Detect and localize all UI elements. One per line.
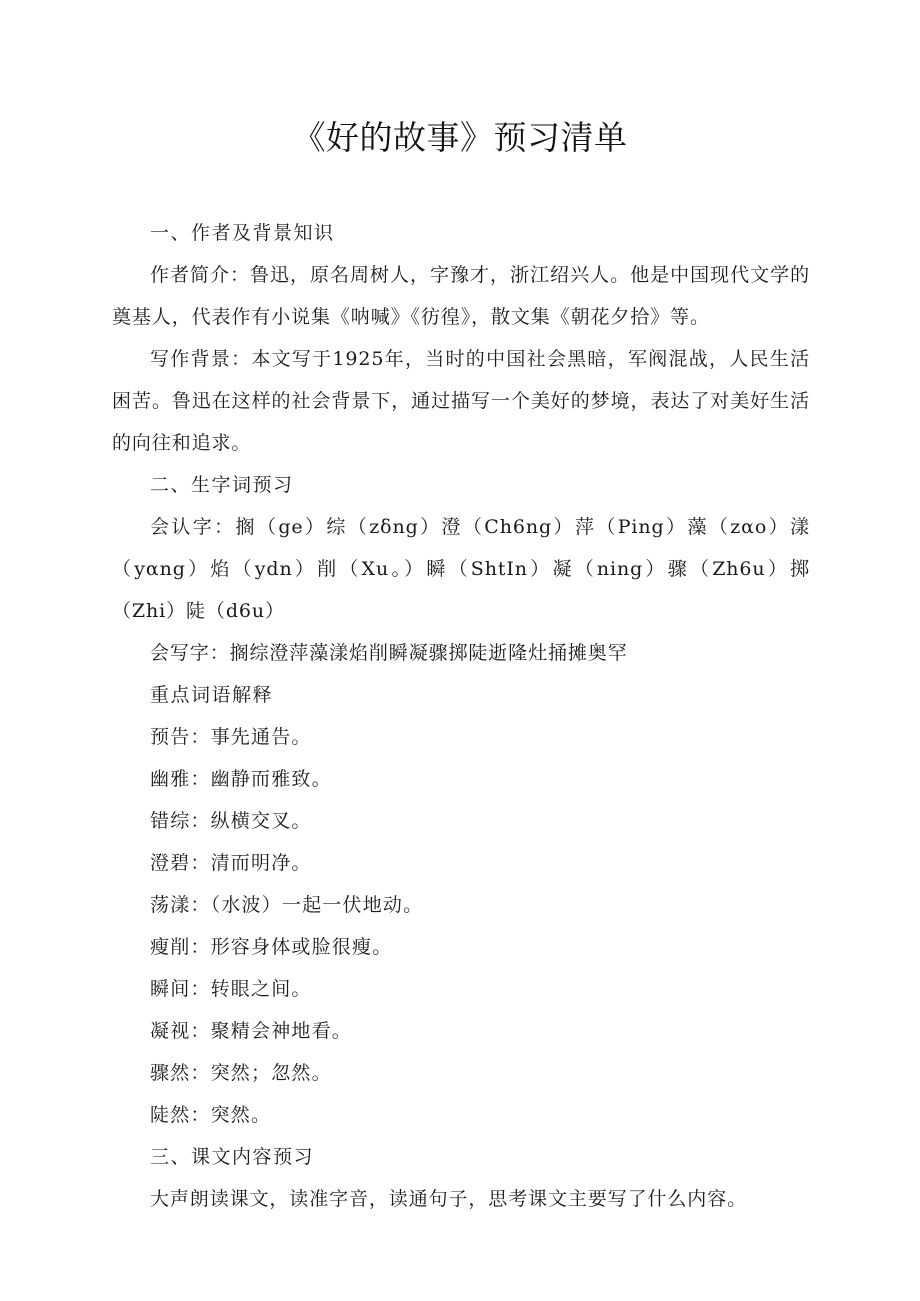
vocab-colon: ： bbox=[190, 1104, 211, 1126]
vocab-colon: ： bbox=[190, 810, 211, 832]
vocab-colon: ： bbox=[190, 852, 211, 874]
vocab-colon: ： bbox=[190, 894, 211, 916]
vocab-item bbox=[112, 1052, 810, 1094]
vocab-meaning: 纵横交叉。 bbox=[210, 810, 312, 832]
document-body bbox=[112, 212, 810, 1220]
vocab-item bbox=[112, 800, 810, 842]
vocab-term: 瘦削 bbox=[150, 936, 191, 958]
vocab-term: 预告 bbox=[150, 726, 191, 748]
section-heading-text-content: 三、课文内容预习 bbox=[150, 1146, 315, 1168]
write-characters-paragraph: 会写字：搁综澄萍藻漾焰削瞬凝骤掷陡逝隆灶捅摊奥罕 bbox=[150, 642, 628, 664]
vocab-term: 幽雅 bbox=[150, 768, 191, 790]
vocab-term: 瞬间 bbox=[150, 978, 191, 1000]
page-title: 《好的故事》预习清单 bbox=[292, 118, 628, 157]
vocab-item bbox=[112, 926, 810, 968]
vocab-meaning: 形容身体或脸很瘦。 bbox=[210, 936, 393, 958]
recognize-characters-paragraph: 会认字：搁（ge）综（zδng）澄（Ch6ng）萍（Ping）藻（zαo）漾（yαng）焰（ydn）削（Xu。）瞬（ShtIn）凝（ning）骤（Zh6u）掷（Zhi）陡（d6u） bbox=[112, 516, 810, 622]
vocab-meaning: 清而明净。 bbox=[210, 852, 312, 874]
vocab-colon: ： bbox=[190, 726, 211, 748]
vocab-item bbox=[112, 842, 810, 884]
vocab-term: 荡漾 bbox=[150, 894, 191, 916]
vocab-term: 凝视 bbox=[150, 1020, 191, 1042]
vocab-meaning: 突然；忽然。 bbox=[210, 1062, 332, 1084]
vocab-colon: ： bbox=[190, 936, 211, 958]
writing-background-paragraph: 写作背景：本文写于1925年，当时的中国社会黑暗，军阀混战，人民生活困苦。鲁迅在这样的社会背景下，通过描写一个美好的梦境，表达了对美好生活的向往和追求。 bbox=[112, 348, 810, 454]
author-intro-paragraph: 作者简介：鲁迅，原名周树人，字豫才，浙江绍兴人。他是中国现代文学的奠基人，代表作有小说集《呐喊》《彷徨》，散文集《朝花夕拾》等。 bbox=[112, 264, 810, 328]
vocab-item bbox=[112, 884, 810, 926]
reading-task-paragraph: 大声朗读课文，读准字音，读通句子，思考课文主要写了什么内容。 bbox=[150, 1188, 748, 1210]
vocab-term: 错综 bbox=[150, 810, 191, 832]
section-heading-vocabulary: 二、生字词预习 bbox=[150, 474, 294, 496]
vocab-item bbox=[112, 716, 810, 758]
vocab-meaning: 聚精会神地看。 bbox=[210, 1020, 353, 1042]
vocab-term: 骤然 bbox=[150, 1062, 191, 1084]
vocab-item bbox=[112, 1010, 810, 1052]
vocab-colon: ： bbox=[190, 768, 211, 790]
vocab-list bbox=[112, 716, 810, 1136]
vocab-term: 陡然 bbox=[150, 1104, 191, 1126]
vocab-meaning: 事先通告。 bbox=[210, 726, 312, 748]
section-heading-author-background: 一、作者及背景知识 bbox=[150, 222, 335, 244]
vocab-item bbox=[112, 968, 810, 1010]
vocab-meaning: （水波）一起一伏地动。 bbox=[210, 894, 424, 916]
vocab-term: 澄碧 bbox=[150, 852, 191, 874]
vocab-colon: ： bbox=[190, 1020, 211, 1042]
vocab-item bbox=[112, 1094, 810, 1136]
vocab-meaning: 幽静而雅致。 bbox=[210, 768, 332, 790]
vocab-explanation-heading: 重点词语解释 bbox=[150, 684, 274, 706]
vocab-colon: ： bbox=[190, 1062, 211, 1084]
vocab-colon: ： bbox=[190, 978, 211, 1000]
vocab-meaning: 突然。 bbox=[210, 1104, 272, 1126]
vocab-item bbox=[112, 758, 810, 800]
vocab-meaning: 转眼之间。 bbox=[210, 978, 312, 1000]
